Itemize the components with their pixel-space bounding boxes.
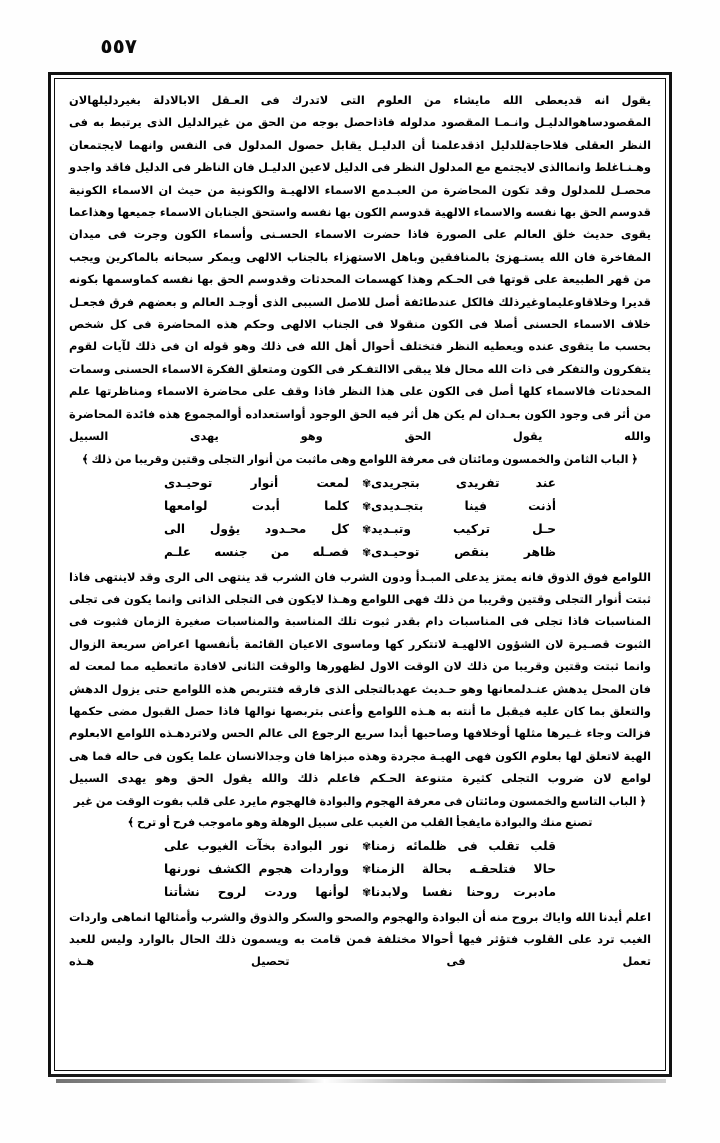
hemistich-left: قلب تقلب فى ظلمائه زمنا bbox=[371, 838, 556, 853]
hemistich-right: فصـله من جنسه علـم bbox=[164, 544, 349, 559]
chapter-heading-258: ﴿ الباب الثامن والخمسون ومائتان فى معرفة اللوامع وهى ماثبت من أنوار التجلى وقتين وقريبا من ذلك ﴾ bbox=[82, 452, 638, 466]
verse-line bbox=[69, 835, 651, 858]
scan-artifact-smudge bbox=[56, 1079, 666, 1083]
hemistich-right: لمعت أنوار توحيـدى bbox=[164, 475, 349, 490]
verse-separator-icon: ✾ bbox=[361, 839, 371, 853]
verse-separator-icon: ✾ bbox=[361, 885, 371, 899]
verse-separator-icon: ✾ bbox=[361, 862, 371, 876]
poem-2 bbox=[69, 835, 651, 904]
hemistich-right: نور البوادة بخآت الغيوب على bbox=[164, 838, 349, 853]
paragraph-2: اللوامع فوق الذوق فانه يمتز يدعلى المبـدأ ودون الشرب فان الشرب قد ينتهى الى الرى وقد لاينتهى فاذا ثبتت أنوار التجلى وقتين وقريبا من ذلك فهى اللوامع وهـذا لايكون فى التجلى الذاتى وانما يكون فى تجلى المناسبات فاذا تجلى فى المناسبات دام بقدر ثبوت تلك المناسبة والمناسبات صغيرة الزمان فثبوت فى الثبوت قصـيرة لان الشؤون الالهيـة لاتتكرر كها وماسوى الاعيان القائمة بأنفسها اعراض سريعة الزوال وانما ثبتت وقتين وقريبا من ذلك لان الوقت الاول لظهورها والوقت الثانى لافادة ماتعطيه مما لمعت له فان المحل يدهش عنـدلمعانها وهو حـديث عهدبالتجلى الذى فارقه فتتربص هذه اللوامع حتى يزول الدهش والتعلق بما كان عليه فيقبل ما أنته به هـذه اللوامع وأعنى بتربصها نوالها فاذا حصل القبول مضى حكمها فزالت وجاء غـيرها مثلها أوخلافها وصاحبها أبدا سريع الرجوع الى عالم الحس ولاتردهـذه اللوامع الابعلوم الهية لاتعلق لها بعلوم الكون فهى الهيـة مجردة وهذه مبزاها فان وجدالانسان علما يكون فى حاله فما هى لوامع لان ضروب التجلى كثيرة متنوعة الحـكم فاعلم ذلك والله يقول الحق وهو يهدى السبيل bbox=[69, 569, 651, 786]
hemistich-left: حالا فتلحقـه بحالة الزمنا bbox=[371, 861, 556, 876]
verse-separator-icon: ✾ bbox=[361, 476, 371, 490]
hemistich-right: لوأنها وردت لروح نشأتنا bbox=[164, 884, 349, 899]
folio-number: ٥٥٧ bbox=[100, 34, 137, 58]
hemistich-left: أذنت فينا بتجـديدى bbox=[371, 498, 556, 513]
verse-line bbox=[69, 881, 651, 904]
verse-separator-icon: ✾ bbox=[361, 522, 371, 536]
hemistich-left: ظاهر بنقص توحيـدى bbox=[371, 544, 556, 559]
hemistich-right: وواردات هجوم الكشف نورنها bbox=[164, 861, 349, 876]
verse-line bbox=[69, 518, 651, 541]
hemistich-right: كل محـدود يؤول الى bbox=[164, 521, 349, 536]
text-frame-outer bbox=[48, 72, 672, 1077]
scan-artifact-rule bbox=[48, 1074, 672, 1077]
paragraph-3: اعلم أيدنا الله واياك بروح منه أن البوادة والهجوم والصحو والسكر والذوق والشرب وأمثالها انماهى واردات الغيب ترد على القلوب فتؤثر فيها أحوالا مختلفة فمن قامت به ويسمون ذلك الحال بالوارد وليس للعبد تعمل فى تحصيل هـذه bbox=[69, 909, 651, 969]
text-frame-inner bbox=[54, 78, 666, 1071]
verse-line bbox=[69, 541, 651, 564]
verse-line bbox=[69, 495, 651, 518]
poem-1 bbox=[69, 472, 651, 564]
hemistich-left: مادبرت روحنا نفسا ولابدنا bbox=[371, 884, 556, 899]
verse-separator-icon: ✾ bbox=[361, 545, 371, 559]
paragraph-1: يقول انه قديعطى الله مايشاء من العلوم التى لاتدرك فى العـقل الابالادلة بغيردليلهالان المقصودساهوالدليـل وانـمـا المقصود مدلوله فاذاحصل بوجه من الحق من غيرالدليل الذى يرتبط به فى النظر العقلى فلاحاجةللدليل اذقدعلمنا أن الدليـل يقابل حصول المدلول فى النفس وانهما لايجتمعان وهـنـاغلط وانماالذى لايجتمع مع المدلول النظر فى الدليل لاعين الدليـل فان الناظر فى الدليل فاقد واجدو محصـل للمدلول وقد تكون المحاضرة من العبـدمع الاسماء الالهيـة والكونية من حيث ان الاسماء الكونية قدوسم الحق بها نفسه والاسماء الالهية قدوسم الكون بها نفسه واستحق الجنابان الاسماء جميعها وهذاعما يقوى حديث خلق العالم على الصورة فاذا حضرت الاسماء الحسـنى وأسماء الكون وجرت فى ميدان المفاخرة فان الله يستـهزئ بالمنافقين وباهل الاستهزاء بالجناب الالهى ويمكر سبحانه بالماكرين ويجب من قهر الطبيعة على قوتها فى الحـكم وهذا كهسمات المحدثات وقدوسم الحق بها نفسه كماوسمها بكونه قديرا وخلاقاوعليماوغيرذلك فالكل عندطائفة أصل للاصل السببى الذى أوجـد العالم و بعضهم فرق فجعـل خلاف الاسماء الحسنى أصلا فى الكون منقولا فى الجناب الالهى وحكم هذه المحاضرة فى كل شخص بحسب ما يتقوى عنده ويعطيه النظر فتختلف أحوال أهل الله فى ذلك وهو قوله ان فى ذلك لآيات لقوم يتفكرون والتفكر فى ذات الله محال فلا يبقى الاالتفـكر فى الكون ومتعلق الفكرة الاسماء الحسنى وسمات المحدثات فالاسماء كلها أصل فى الكون على هذا النظر فاذا وقف على محاضرة الاسماء ومناظرتها علم من أثر فى وجود الكون بعـدان لم يكن هل أثر فيه الحق الوجود أواستعداده أوالمجموع هذه فائدة المحاضرة والله يقول الحق وهو يهدى السبيل bbox=[69, 93, 651, 444]
hemistich-left: حـل تركيب وتبـديد bbox=[371, 521, 556, 536]
hemistich-left: عند تفريدى بتجريدى bbox=[371, 475, 556, 490]
verse-line bbox=[69, 858, 651, 881]
text-column bbox=[63, 85, 657, 1066]
hemistich-right: كلما أبدت لوامعها bbox=[164, 498, 349, 513]
chapter-heading-259: ﴿ الباب التاسع والخمسون ومائتان فى معرفة الهجوم والبوادة فالهجوم مايرد على قلب بفوت الوقت من غير تصنع منك والبوادة مايفجأ القلب من الغيب على سبيل الوهلة وهو ماموجب فرح أو ترح ﴾ bbox=[73, 794, 647, 829]
verse-line bbox=[69, 472, 651, 495]
verse-separator-icon: ✾ bbox=[361, 499, 371, 513]
